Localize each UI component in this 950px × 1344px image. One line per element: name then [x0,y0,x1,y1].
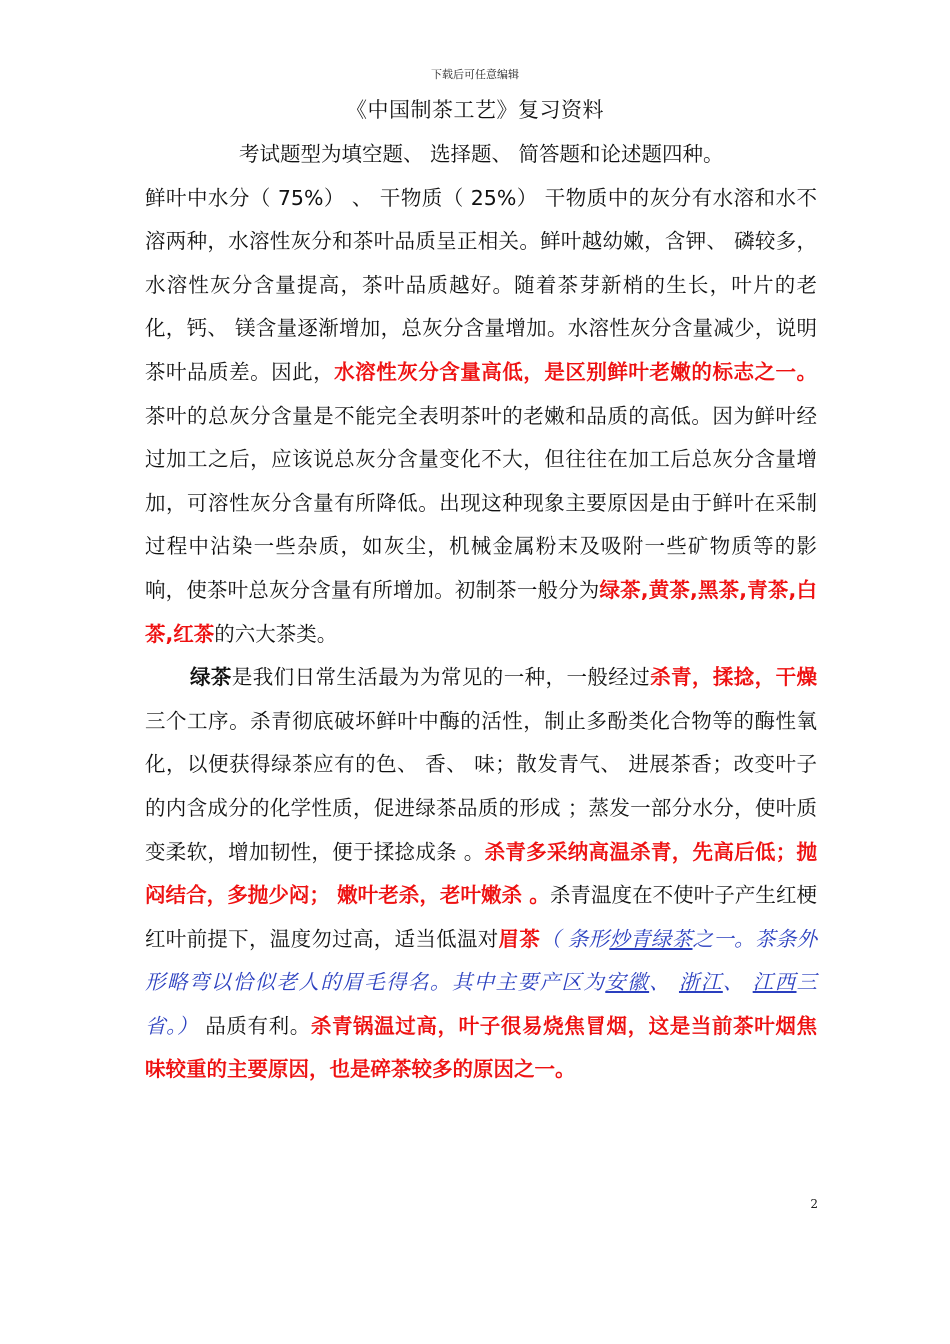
highlight-run: 杀青，揉捻，干燥 [650,665,818,690]
paragraph-ash-content [145,177,817,657]
highlight-run: 水溶性灰分含量高低，是区别鲜叶老嫩的标志之一。 [334,359,818,384]
note-link-run: 安徽 [605,970,650,995]
note-link-run: 江西 [752,970,797,995]
document-title: 《中国制茶工艺》复习资料 [346,98,604,122]
bold-run: 绿茶 [190,665,232,690]
text-run: 是我们日常生活最为为常见的一种，一般经过 [231,665,651,690]
note-run: 之一。茶条外形略弯以恰似老人的眉毛得名。其中主要产区为 [145,926,817,995]
text-run: 鲜叶中水分（ 75%） 、 干物质（ 25%） 干物质中的灰分有水溶和水不溶两种，水溶性灰分和茶叶品质呈正相关。鲜叶越幼嫩，含钾、 磷较多，水溶性灰分含量提高，茶叶品质越好。随着茶芽新梢的生长，叶片的老化，钙、 镁含量逐渐增加，总灰分含量增加。水溶性灰分含量减少，说明茶叶品质差。因此， [145,185,817,384]
text-run: 杀青温度在不使叶子产生红梗红叶前提下，温度勿过高，适当低温对 [145,883,818,951]
highlight-run: 杀青多采纳高温杀青，先高后低；抛闷结合，多抛少闷； 嫩叶老杀，老叶嫩杀 。 [145,839,818,908]
paragraph-green-tea [145,656,817,1092]
highlight-run: 杀青锅温过高，叶子很易烧焦冒烟，这是当前茶叶烟焦味较重的主要原因，也是碎茶较多的原因之一。 [145,1013,817,1082]
note-link-run: 炒青绿茶 [609,926,693,951]
document-body [145,133,817,1092]
note-run: 、 [722,970,753,995]
note-run: （ 条形 [540,926,610,951]
text-run: 的六大茶类。 [214,621,338,646]
highlight-run: 眉茶 [498,926,541,951]
exam-intro: 考试题型为填空题、 选择题、 简答题和论述题四种。 [239,142,724,166]
text-run: 茶叶的总灰分含量是不能完全表明茶叶的老嫩和品质的高低。因为鲜叶经过加工之后，应该说总灰分含量变化不大，但往往在加工后总灰分含量增加，可溶性灰分含量有所降低。出现这种现象主要原因是由于鲜叶在采制过程中沾染一些杂质，如灰尘，机械金属粉末及吸附一些矿物质等的影响，使茶叶总灰分含量有所增加。初制茶一般分为 [145,403,817,602]
text-run: 三个工序。杀青彻底破坏鲜叶中酶的活性，制止多酚类化合物等的酶性氧化，以便获得绿茶应有的色、 香、 味；散发青气、 进展茶香；改变叶子的内含成分的化学性质，促进绿茶品质的形成 ；蒸发一部分水分，使叶质变柔软，增加韧性，便于揉捻成条 。 [145,708,817,864]
page-number: 2 [810,1197,818,1211]
text-run: 品质有利。 [198,1013,311,1038]
highlight-run: 绿茶,黄茶,黑茶,青茶,白茶,红茶 [145,577,818,646]
note-link-run: 浙江 [678,970,723,995]
note-run: 、 [649,970,679,995]
page-header: 下载后可任意编辑 [431,68,519,81]
note-run: 三省。） [145,970,818,1038]
